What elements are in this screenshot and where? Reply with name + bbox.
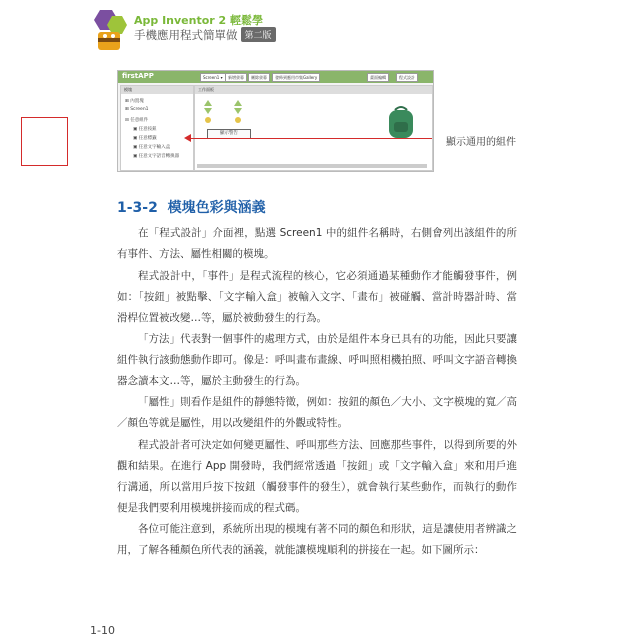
ide-blocks-panel-title: 模塊 xyxy=(121,86,193,94)
section-title: 模塊色彩與涵義 xyxy=(167,200,266,216)
workspace-controls-icon xyxy=(203,98,263,128)
paragraph-3: 「方法」代表對一個事件的處理方式，由於是組件本身已具有的功能，因此只要讓組件執行該動態動作即可。像是：呼叫畫布畫線、呼叫照相機拍照、呼叫文字語音轉換器念讀本文…等，屬於主動發生的行為。 xyxy=(117,333,517,387)
ide-blocks-panel xyxy=(120,85,194,171)
tree-item-any-textbox: ▣ 任意文字輸入盒 xyxy=(133,145,171,150)
page-number: 1-10 xyxy=(90,624,115,637)
book-title: App Inventor 2 輕鬆學 xyxy=(134,14,264,27)
section-number: 1-3-2 xyxy=(117,200,158,216)
callout-label: 顯示通用的組件 xyxy=(446,137,516,148)
workspace-block: 顯示警告 xyxy=(207,129,251,139)
ide-topbar xyxy=(118,71,433,83)
backpack-icon xyxy=(385,104,417,140)
paragraph-4: 「屬性」則看作是組件的靜態特徵，例如：按鈕的顏色／大小、文字模塊的寬／高／顏色等就是屬性，用以改變組件的外觀或特性。 xyxy=(117,396,517,429)
ide-gallery-button: 發佈到應用市集Gallery xyxy=(272,73,320,82)
paragraph-5: 程式設計者可決定如何變更屬性、呼叫那些方法、回應那些事件，以得到所要的外觀和結果。在進行 App 開發時，我們經常透過「按鈕」或「文字輸入盒」來和用戶進行溝通，所以當用戶按下按鈕（觸發事件的發生），就會執行某些動作，而執行的動作便是我們要利用模塊拼接而成的程式碼。 xyxy=(117,439,517,514)
ide-workspace xyxy=(194,85,433,171)
book-subtitle-text: 手機應用程式簡單做 xyxy=(134,28,238,42)
tree-item-any-tts: ▣ 任意文字語音轉換器 xyxy=(133,154,180,159)
tree-item-builtin: ⊞ 內置塊 xyxy=(125,99,144,104)
ide-designer-button: 畫面編輯 xyxy=(367,73,389,82)
app-inventor-logo xyxy=(90,8,128,54)
workspace-scrollbar xyxy=(197,164,427,168)
ide-app-title: firstAPP xyxy=(122,72,154,80)
paragraph-6: 各位可能注意到，系統所出現的模塊有著不同的顏色和形狀，這是讓使用者辨識之用，了解各種顏色所代表的涵義，就能讓模塊順利的拼接在一起。如下圖所示： xyxy=(117,523,517,556)
ide-screenshot xyxy=(117,70,434,172)
ide-remove-screen-button: 刪除螢幕 xyxy=(248,73,270,82)
book-subtitle xyxy=(134,27,276,43)
tree-item-any-label: ▣ 任意標籤 xyxy=(133,136,157,141)
callout-arrow xyxy=(190,138,432,139)
tree-item-screen1: ⊞ Screen1 xyxy=(125,107,149,112)
ide-add-screen-button: 新增螢幕 xyxy=(225,73,247,82)
paragraph-1: 在「程式設計」介面裡，點選 Screen1 中的組件名稱時，右側會列出該組件的所有事件、方法、屬性相關的模塊。 xyxy=(117,227,517,260)
ide-blocks-button: 程式設計 xyxy=(396,73,418,82)
tree-item-any-button: ▣ 任意按鈕 xyxy=(133,127,157,132)
ide-workspace-title: 工作面板 xyxy=(195,86,432,94)
ide-screen-select: Screen1 ▾ xyxy=(200,73,226,82)
paragraph-2: 程式設計中，「事件」是程式流程的核心，它必須通過某種動作才能觸發事件，例如：「按鈕」被點擊、「文字輸入盒」被輸入文字、「畫布」被碰觸、當計時器計時、當滑桿位置被改變…等，屬於被動發生的行為。 xyxy=(117,270,517,324)
highlight-box xyxy=(21,117,68,166)
section-heading xyxy=(117,197,266,217)
edition-badge: 第二版 xyxy=(241,27,276,42)
tree-item-any-component: ⊟ 任意組件 xyxy=(125,118,149,123)
callout-arrow-head xyxy=(184,134,191,142)
